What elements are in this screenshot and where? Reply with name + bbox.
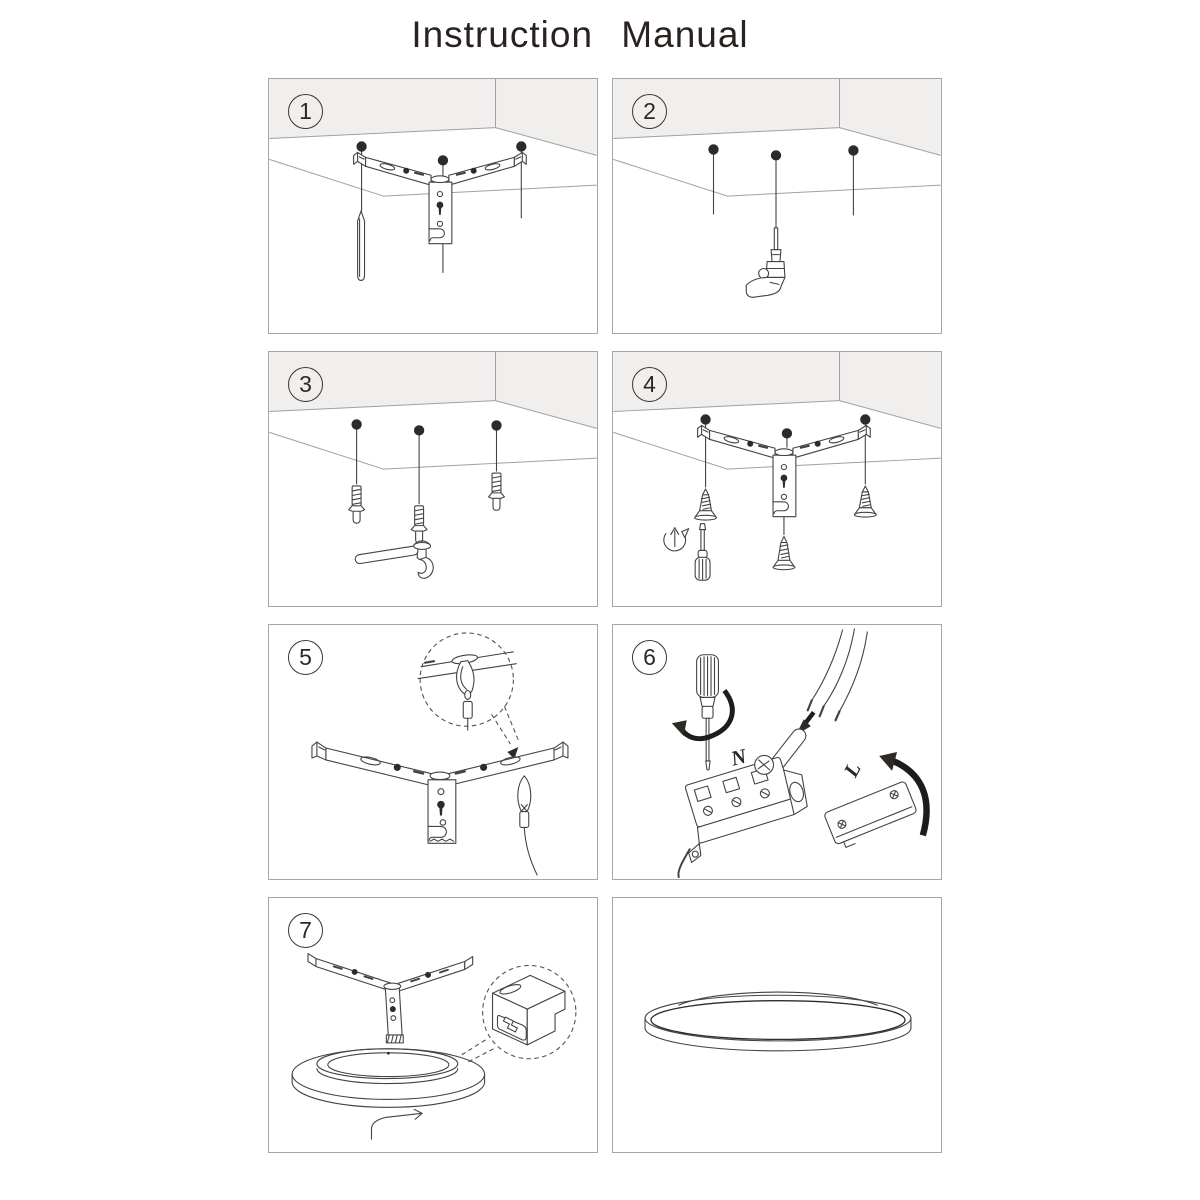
wall-anchor-icon [349,486,365,523]
step-number-badge: 7 [288,913,323,948]
step-5-panel [268,624,598,880]
step-1-panel [268,78,598,334]
step-number-badge: 5 [288,640,323,675]
cover-plate-icon [824,781,920,851]
screwdriver-icon [697,655,719,770]
mounting-bracket-icon [312,742,568,843]
step-number-badge: 6 [632,640,667,675]
ground-screw-icon [755,755,774,774]
wall-anchor-icon [489,473,505,510]
step-7-panel [268,897,598,1153]
step-4-panel [612,351,942,607]
step-number-badge: 2 [632,94,667,129]
detail-magnifier-icon [418,633,518,759]
mounting-bracket-icon [308,954,473,1043]
step-number-badge: 4 [632,367,667,402]
clip-detail-magnifier-icon [462,965,576,1062]
drill-icon [746,228,785,297]
page-title: Instruction Manual [411,14,749,55]
live-label: L [838,758,866,781]
ceiling-corner-icon [613,79,940,196]
step-2-panel [612,78,942,334]
screwdriver-icon [695,524,710,581]
finished-lamp-panel [612,897,942,1153]
rotation-arrow-icon [664,528,689,551]
step-number-badge: 3 [288,367,323,402]
step-3-panel [268,351,598,607]
neutral-label: N [728,743,749,771]
terminal-block-icon [670,752,817,862]
marking-dots-icon [351,419,501,435]
step-number-badge: 1 [288,94,323,129]
mains-wires-icon [808,629,868,720]
step-6-panel [612,624,942,880]
safety-cable-icon [518,776,537,875]
lamp-base-icon [292,1049,484,1108]
screw-icon [773,537,795,570]
ceiling-lamp-icon [645,992,911,1051]
wall-anchor-icon [411,506,427,543]
mounting-bracket-icon [354,152,527,243]
mounting-bracket-icon [698,425,871,516]
marking-dots-icon [708,144,858,160]
screw-icon [695,489,717,520]
rotate-arrow-icon [371,1109,422,1139]
ceiling-corner-icon [269,352,596,469]
safety-cable-hook-icon [457,661,475,730]
screw-icon [854,486,876,517]
finished-lamp-illustration [613,898,941,1152]
pencil-icon [358,211,365,280]
hammer-icon [355,541,434,579]
